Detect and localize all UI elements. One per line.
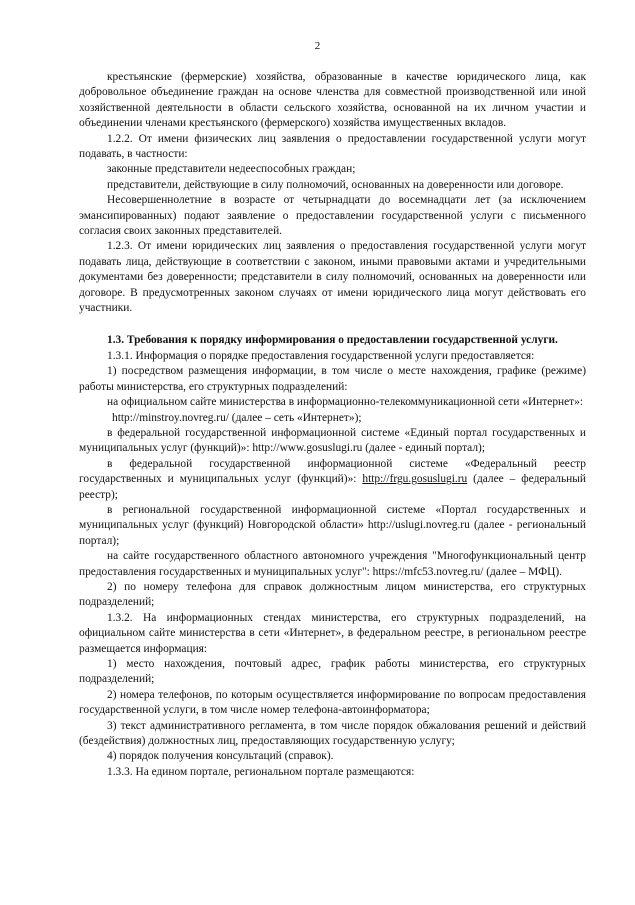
paragraph-1-3-1: 1.3.1. Информация о порядке предоставления государственной услуги предоставляется: xyxy=(107,349,535,362)
paragraph-regional-portal: в региональной государственной информационной системе «Портал государственных и муниципальных услуг (функций) Новгородской области» http://uslugi.novreg.ru (далее - региональный портал); xyxy=(79,503,586,547)
federal-registry-text: в федеральной государственной информационной системе «Федеральный реестр государственных и муниципальных услуг (функций)»: xyxy=(79,457,586,486)
paragraph-1-2-3: 1.2.3. От имени юридических лиц заявления о предоставления государственной услуги могут подавать лица, действующие в соответствии с законом, иными правовыми актами и учредительными документами без доверенности; представители в силу полномочий, основанных на доверенности или договоре. В предусмотренных законом случаях от имени юридического лица могут действовать его участники. xyxy=(79,240,586,315)
paragraph-info-3: 3) текст административного регламента, в том числе порядок обжалования решений и действий (бездействия) должностных лиц, предоставляющих государственную услугу; xyxy=(79,719,586,748)
paragraph-item-1: 1) посредством размещения информации, в том числе о месте нахождения, графике (режиме) работы министерства, его структурных подразделений: xyxy=(79,365,586,393)
paragraph-mfc: на сайте государственного областного автономного учреждения "Многофункциональный центр предоставления государственных и муниципальных услуг": https://mfc53.novreg.ru/ (далее – МФЦ). xyxy=(79,550,586,578)
paragraph-minstroy-url[interactable]: http://minstroy.novreg.ru/ (далее – сеть «Интернет»); xyxy=(112,411,362,424)
paragraph-official-site: на официальном сайте министерства в информационно-телекоммуникационной сети «Интернет»: xyxy=(107,396,584,409)
paragraph-federal-registry xyxy=(79,457,586,503)
paragraph-info-1: 1) место нахождения, почтовый адрес, график работы министерства, его структурных подразделений; xyxy=(79,658,586,686)
paragraph-info-2: 2) номера телефонов, по которым осуществляется информирование по вопросам предоставления государственной услуги, в том числе номер телефона-автоинформатора; xyxy=(79,688,586,717)
frgu-link[interactable]: http://frgu.gosuslugi.ru xyxy=(362,473,468,486)
paragraph-representatives: представители, действующие в силу полномочий, основанных на доверенности или договоре. xyxy=(107,178,564,191)
federal-registry-suffix: (далее – федеральный реестр); xyxy=(79,473,586,501)
section-heading-1-3: 1.3. Требования к порядку информирования о предоставлении государственной услуги. xyxy=(107,333,558,346)
paragraph-info-4: 4) порядок получения консультаций (справок). xyxy=(107,750,334,763)
paragraph-legal-representatives: законные представители недееспособных граждан; xyxy=(107,163,356,176)
paragraph-unified-portal: в федеральной государственной информационной системе «Единый портал государственных и муниципальных услуг (функций)»: http://www.gosuslugi.ru (далее - единый портал); xyxy=(79,426,586,455)
paragraph-1-3-2: 1.3.2. На информационных стендах министерства, его структурных подразделений, на официальном сайте министерства в сети «Интернет», в федеральном реестре, в региональном реестре размещается информация: xyxy=(79,611,586,655)
paragraph-1-3-3: 1.3.3. На едином портале, региональном портале размещаются: xyxy=(107,765,415,778)
paragraph-minors: Несовершеннолетние в возрасте от четырнадцати до восемнадцати лет (за исключением эмансипированных) подают заявление о предоставлении государственной услуги с письменного согласия своих законных представителей. xyxy=(79,194,586,238)
paragraph-farm-enterprises: крестьянские (фермерские) хозяйства, образованные в качестве юридического лица, как добровольное объединение граждан на основе членства для совместной производственной или иной хозяйственной деятельности в области сельского хозяйства, основанной на их личном участии и объединении членами крестьянского (фермерского) хозяйства имущественных вкладов. xyxy=(79,71,586,130)
page-number: 2 xyxy=(314,40,321,52)
document-body xyxy=(79,70,586,780)
paragraph-1-2-2: 1.2.2. От имени физических лиц заявления о предоставлении государственной услуги могут подавать, в частности: xyxy=(79,132,586,161)
paragraph-item-2: 2) по номеру телефона для справок должностным лицом министерства, его структурных подразделений; xyxy=(79,581,586,609)
